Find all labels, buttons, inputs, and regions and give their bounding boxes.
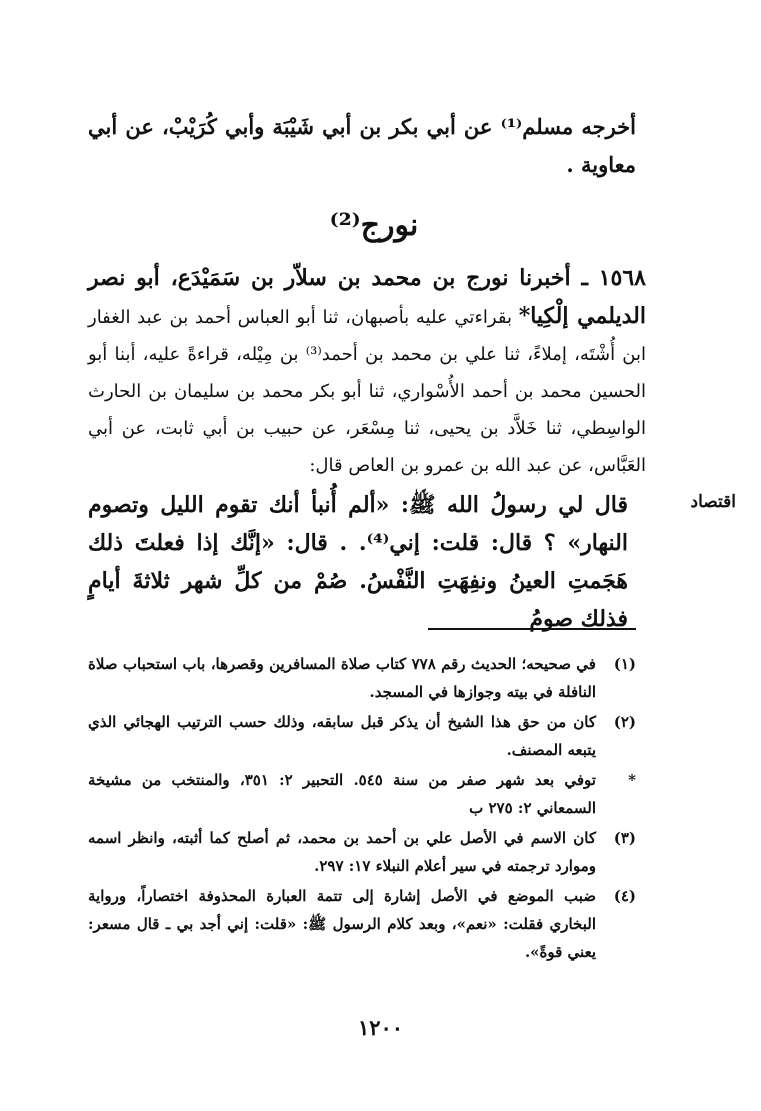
footnote bbox=[88, 708, 636, 764]
hadith-matn: قال لي رسولُ الله ﷺ: «ألم أُنبأ أنك تقوم الليل وتصوم النهار» ؟ قال: قلت: إني⁽⁴⁾. . قال: «إنَّك إذا فعلتَ ذلك هَجَمتِ العينُ ونفِهَتِ النَّفْسُ. صُمْ من كلِّ شهر ثلاثةَ أيامٍ فذلك صومُ bbox=[88, 492, 628, 632]
footnote bbox=[88, 766, 636, 822]
footnote-text: توفي بعد شهر صفر من سنة ٥٤٥. التحبير ٢: ٣٥١، والمنتخب من مشيخة السمعاني ٢: ٢٧٥ ب bbox=[88, 771, 596, 817]
footnote bbox=[88, 882, 636, 966]
footnote-number: (١) bbox=[613, 655, 636, 673]
margin-note: اقتصاد bbox=[690, 492, 736, 512]
footnote-text: كان من حق هذا الشيخ أن يذكر قبل سابقه، وذلك حسب الترتيب الهجائي الذي يتبعه المصنف. bbox=[88, 713, 596, 759]
footnote-number: (٤) bbox=[613, 887, 636, 905]
footnote bbox=[88, 824, 636, 880]
footnote-text: ضبب الموضع في الأصل إشارة إلى تتمة العبارة المحذوفة اختصاراً، ورواية البخاري فقلت: «نعم»، وبعد كلام الرسول ﷺ: «قلت: إني أجد بي ـ قال مسعر: يعني قوةً». bbox=[88, 887, 596, 961]
footnotes bbox=[88, 650, 636, 968]
intro-paragraph: أخرجه مسلم⁽¹⁾ عن أبي بكر بن أبي شَيْبَة وأبي كُرَيْبْ، عن أبي معاوية . bbox=[88, 114, 637, 177]
footnote-number: (٣) bbox=[613, 829, 636, 847]
footnote-number: (٢) bbox=[613, 713, 636, 731]
footnote bbox=[88, 650, 636, 706]
footnote-separator bbox=[428, 628, 636, 630]
footnote-number: * bbox=[628, 771, 636, 789]
page-number: ١٢٠٠ bbox=[357, 1015, 404, 1040]
footnote-text: في صحيحه؛ الحديث رقم ٧٧٨ كتاب صلاة المسافرين وقصرها، باب استحباب صلاة النافلة في بيته وجوازها في المسجد. bbox=[88, 655, 596, 701]
section-heading: نورج⁽²⁾ bbox=[329, 208, 419, 243]
hadith-isnad-paragraph bbox=[88, 260, 646, 484]
hadith-lead: ١٥٦٨ ـ أخبرنا نورج بن محمد بن سلاّر بن سَمَيْدَع، أبو نصر الديلمي إلْكِيا* bbox=[88, 265, 646, 329]
footnote-text: كان الاسم في الأصل علي بن أحمد بن محمد، ثم أصلح كما أثبته، وانظر اسمه وموارد ترجمته في سير أعلام النبلاء ١٧: ٢٩٧. bbox=[88, 829, 596, 875]
hadith-isnad: بقراءتي عليه بأصبهان، ثنا أبو العباس أحمد بن عبد الغفار ابن أُشْتَه، إملاءً، ثنا علي بن محمد بن أحمد⁽³⁾ بن مِيْله، قراءةً عليه، أبنا أبو الحسين محمد بن أحمد الأُسْواري، ثنا أبو بكر محمد بن سليمان بن الحارث الواسِطي، ثنا خَلاَّد بن يحيى، ثنا مِسْعَر، عن حبيب بن أبي ثابت، عن أبي العَبَّاس، عن عبد الله بن عمرو بن العاص قال: bbox=[88, 307, 647, 476]
